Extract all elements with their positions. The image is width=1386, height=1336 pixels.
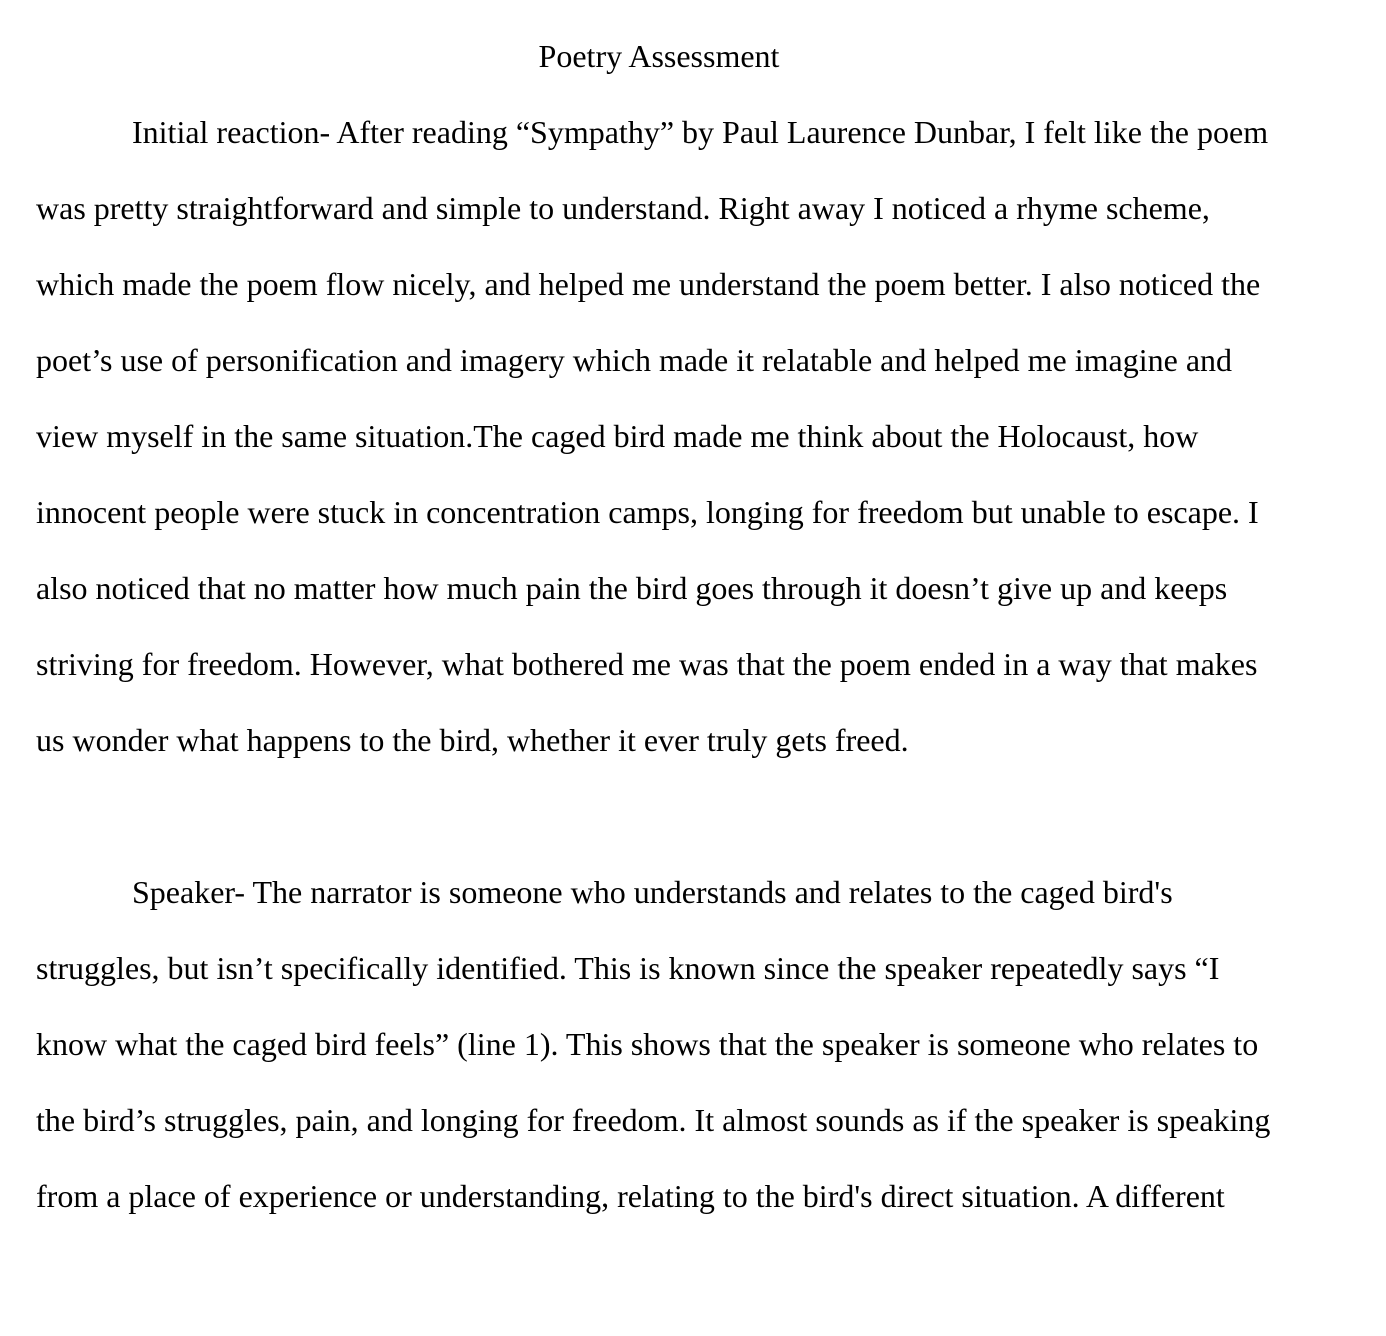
paragraph-line: which made the poem flow nicely, and helped me understand the poem better. I also noticed the <box>36 266 1261 302</box>
paragraph-line: struggles, but isn’t specifically identified. This is known since the speaker repeatedly says “I <box>36 950 1220 986</box>
paragraph-line: from a place of experience or understanding, relating to the bird's direct situation. A different <box>36 1178 1225 1214</box>
paragraph-line: view myself in the same situation.The caged bird made me think about the Holocaust, how <box>36 418 1199 454</box>
paragraph-line: Initial reaction- After reading “Sympathy” by Paul Laurence Dunbar, I felt like the poem <box>132 114 1269 150</box>
paragraph-line: know what the caged bird feels” (line 1). This shows that the speaker is someone who relates to <box>36 1026 1259 1062</box>
paragraph-line: innocent people were stuck in concentration camps, longing for freedom but unable to escape. I <box>36 494 1259 530</box>
paragraph-line: poet’s use of personification and imagery which made it relatable and helped me imagine and <box>36 342 1233 378</box>
document-title: Poetry Assessment <box>538 38 780 74</box>
paragraph-line: was pretty straightforward and simple to understand. Right away I noticed a rhyme scheme, <box>36 190 1210 226</box>
paragraph-line: the bird’s struggles, pain, and longing for freedom. It almost sounds as if the speaker is speaking <box>36 1102 1271 1138</box>
paragraph-line: Speaker- The narrator is someone who understands and relates to the caged bird's <box>132 874 1173 910</box>
paragraph-line: also noticed that no matter how much pain the bird goes through it doesn’t give up and keeps <box>36 570 1228 606</box>
paragraph-line: us wonder what happens to the bird, whether it ever truly gets freed. <box>36 722 909 758</box>
paragraph-line: striving for freedom. However, what bothered me was that the poem ended in a way that makes <box>36 646 1258 682</box>
